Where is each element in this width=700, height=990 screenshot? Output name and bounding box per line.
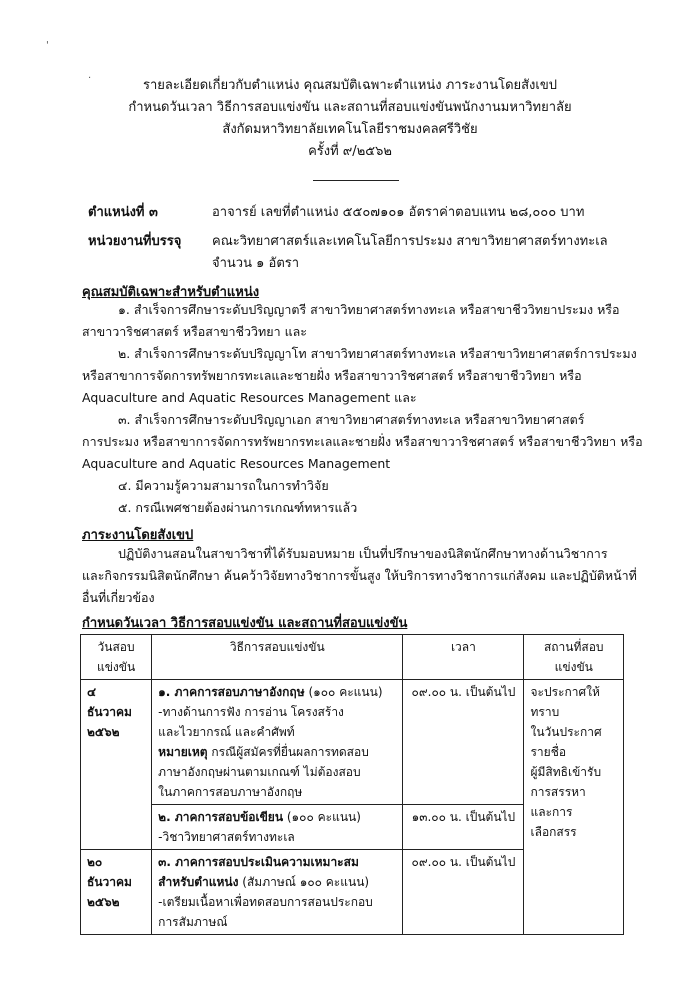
unit-count: จำนวน ๑ อัตรา bbox=[212, 256, 300, 271]
place-text: ผู้มีสิทธิเข้ารับการสรรหา bbox=[530, 765, 602, 799]
place-cell bbox=[524, 680, 624, 935]
exam-date: ๔ ธันวาคม bbox=[87, 685, 132, 719]
method-title-cont: สำหรับตำแหน่ง bbox=[158, 875, 239, 889]
method-cell bbox=[152, 850, 403, 935]
qualification-item: ๑. สำเร็จการศึกษาระดับปริญญาตรี สาขาวิทยาศาสตร์ทางทะเล หรือสาขาชีววิทยาประมง หรือ bbox=[118, 302, 620, 317]
date-cell bbox=[81, 850, 152, 935]
date-cell bbox=[81, 680, 152, 850]
schedule-table bbox=[80, 634, 624, 935]
method-detail: -เตรียมเนื้อหาเพื่อทดสอบการสอนประกอบ bbox=[158, 895, 373, 909]
qualification-item: Aquaculture and Aquatic Resources Management และ bbox=[82, 390, 417, 405]
time-cell: ๐๙.๐๐ น. เป็นต้นไป bbox=[403, 680, 524, 805]
qualification-item: ๓. สำเร็จการศึกษาระดับปริญญาเอก สาขาวิทยาศาสตร์ทางทะเล หรือสาขาวิทยาศาสตร์ bbox=[118, 412, 585, 427]
method-detail: -วิชาวิทยาศาสตร์ทางทะเล bbox=[158, 830, 295, 844]
method-detail: การสัมภาษณ์ bbox=[158, 915, 228, 929]
header-line-2: กำหนดวันเวลา วิธีการสอบแข่งขัน และสถานที่สอบแข่งขันพนักงานมหาวิทยาลัย bbox=[128, 100, 572, 115]
duties-line: อื่นที่เกี่ยวข้อง bbox=[82, 590, 155, 605]
duties-line: และกิจกรรมนิสิตนักศึกษา ค้นคว้าวิจัยทางวิชาการขั้นสูง ให้บริการทางวิชาการแก่สังคม และปฏิบัติหน้าที่ bbox=[82, 568, 637, 583]
exam-year: ๒๕๖๒ bbox=[87, 895, 120, 909]
header-divider bbox=[313, 180, 399, 181]
column-header: วิธีการสอบแข่งขัน bbox=[152, 635, 403, 680]
note-label: หมายเหตุ bbox=[158, 745, 208, 759]
place-text: ในวันประกาศรายชื่อ bbox=[530, 725, 602, 759]
header-line-3: สังกัดมหาวิทยาลัยเทคโนโลยีราชมงคลศรีวิชัย bbox=[222, 122, 478, 137]
method-score: (๑๐๐ คะแนน) bbox=[286, 810, 361, 824]
method-score: (๑๐๐ คะแนน) bbox=[308, 685, 383, 699]
qualifications-heading: คุณสมบัติเฉพาะสำหรับตำแหน่ง bbox=[82, 285, 260, 300]
column-header: เวลา bbox=[403, 635, 524, 680]
exam-date: ๒๐ ธันวาคม bbox=[87, 855, 132, 889]
unit-value: คณะวิทยาศาสตร์และเทคโนโลยีการประมง สาขาวิทยาศาสตร์ทางทะเล bbox=[212, 234, 608, 249]
scan-mark: ' bbox=[46, 40, 49, 51]
qualification-item: ๕. กรณีเพศชายต้องผ่านการเกณฑ์ทหารแล้ว bbox=[118, 500, 358, 515]
method-cell bbox=[152, 805, 403, 850]
method-score: (สัมภาษณ์ ๑๐๐ คะแนน) bbox=[242, 875, 370, 889]
duties-line: ปฏิบัติงานสอนในสาขาวิชาที่ได้รับมอบหมาย เป็นที่ปรึกษาของนิสิตนักศึกษาทางด้านวิชาการ bbox=[118, 546, 608, 561]
method-title: ๒. ภาคการสอบข้อเขียน bbox=[158, 810, 284, 824]
unit-label: หน่วยงานที่บรรจุ bbox=[88, 234, 182, 249]
scan-mark: . bbox=[88, 70, 92, 81]
duties-heading: ภาระงานโดยสังเขป bbox=[82, 528, 194, 543]
table-row bbox=[81, 680, 624, 805]
method-title: ๓. ภาคการสอบประเมินความเหมาะสม bbox=[158, 855, 359, 869]
qualification-item: การประมง หรือสาขาการจัดการทรัพยากรทะเลและชายฝั่ง หรือสาขาวาริชศาสตร์ หรือสาขาชีววิทยา หรือ bbox=[82, 434, 643, 449]
note-text: กรณีผู้สมัครที่ยื่นผลการทดสอบ bbox=[211, 745, 369, 759]
method-cell bbox=[152, 680, 403, 805]
header-line-1: รายละเอียดเกี่ยวกับตำแหน่ง คุณสมบัติเฉพาะตำแหน่ง ภาระงานโดยสังเขป bbox=[142, 78, 557, 93]
note-text: ในภาคการสอบภาษาอังกฤษ bbox=[158, 785, 303, 799]
time-cell: ๐๙.๐๐ น. เป็นต้นไป bbox=[403, 850, 524, 935]
column-header: สถานที่สอบแข่งขัน bbox=[524, 635, 624, 680]
position-label: ตำแหน่งที่ ๓ bbox=[88, 205, 158, 220]
place-text: จะประกาศให้ทราบ bbox=[530, 685, 600, 719]
qualification-item: หรือสาขาการจัดการทรัพยากรทะเลและชายฝั่ง หรือสาขาวาริชศาสตร์ หรือสาขาชีววิทยา หรือ bbox=[82, 368, 582, 383]
schedule-heading: กำหนดวันเวลา วิธีการสอบแข่งขัน และสถานที่สอบแข่งขัน bbox=[82, 616, 408, 631]
qualification-item: ๔. มีความรู้ความสามารถในการทำวิจัย bbox=[118, 478, 329, 493]
qualification-item: Aquaculture and Aquatic Resources Management bbox=[82, 456, 391, 471]
method-detail: และไวยากรณ์ และคำศัพท์ bbox=[158, 725, 295, 739]
qualification-item: ๒. สำเร็จการศึกษาระดับปริญญาโท สาขาวิทยาศาสตร์ทางทะเล หรือสาขาวิทยาศาสตร์การประมง bbox=[118, 346, 637, 361]
time-cell: ๑๓.๐๐ น. เป็นต้นไป bbox=[403, 805, 524, 850]
exam-year: ๒๕๖๒ bbox=[87, 725, 120, 739]
note-text: ภาษาอังกฤษผ่านตามเกณฑ์ ไม่ต้องสอบ bbox=[158, 765, 361, 779]
column-header: วันสอบแข่งขัน bbox=[81, 635, 152, 680]
header-line-4: ครั้งที่ ๙/๒๕๖๒ bbox=[308, 144, 392, 159]
qualification-item: สาขาวาริชศาสตร์ หรือสาขาชีววิทยา และ bbox=[82, 324, 308, 339]
place-text: และการเลือกสรร bbox=[530, 805, 577, 839]
method-title: ๑. ภาคการสอบภาษาอังกฤษ bbox=[158, 685, 305, 699]
method-detail: -ทางด้านการฟัง การอ่าน โครงสร้าง bbox=[158, 705, 344, 719]
position-value: อาจารย์ เลขที่ตำแหน่ง ๕๕๐๗๑๐๑ อัตราค่าตอบแทน ๒๘,๐๐๐ บาท bbox=[212, 205, 585, 220]
table-header-row bbox=[81, 635, 624, 680]
